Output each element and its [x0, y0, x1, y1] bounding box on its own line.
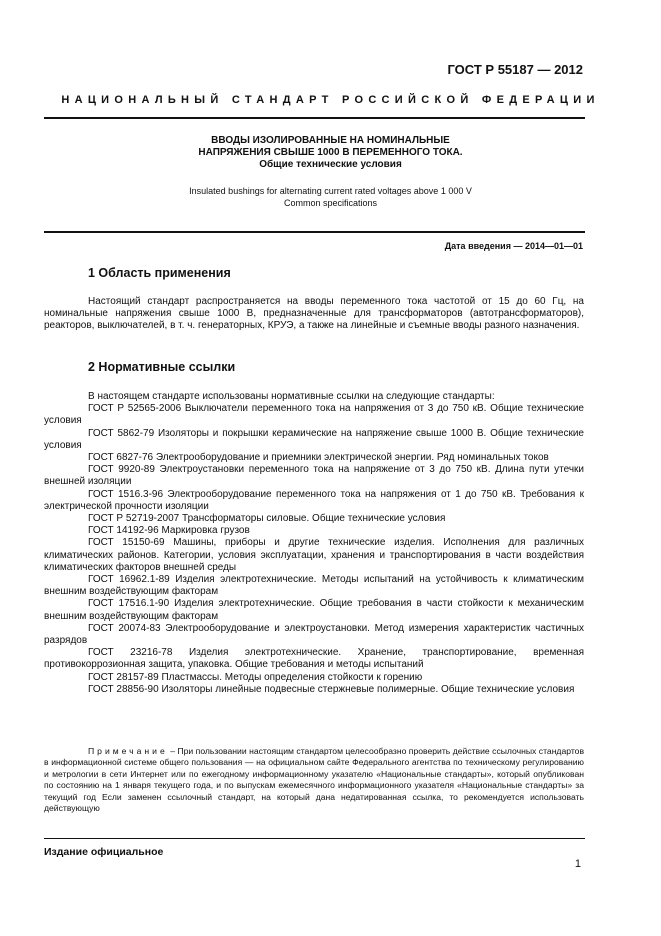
footer-divider — [44, 838, 585, 839]
section-1-text — [44, 296, 584, 333]
official-edition-label: Издание официальное — [44, 846, 164, 858]
title-subtitle: Общие технические условия — [259, 159, 402, 170]
section-1-heading: 1 Область применения — [88, 266, 231, 280]
section-2-body — [44, 391, 584, 696]
section-1-paragraph: Настоящий стандарт распространяется на вводы переменного тока частотой от 15 до 60 Гц, на номинальные напряжения свыше 1000 В, предназначенные для трансформаторов (автотрансформаторов), реакторов, выключателей, в т. ч. генераторных, КРУЭ, а также на линейные и съемные вводы разного назначения. — [44, 296, 584, 332]
reference-item: ГОСТ 15150-69 Машины, приборы и другие технические изделия. Исполнения для различных климатических районов. Категории, условия эксплуатации, хранения и транспортирования в части воздействия климатических факторов внешней среды — [44, 537, 584, 573]
title-divider — [44, 231, 585, 233]
reference-item: ГОСТ 20074-83 Электрооборудование и электроустановки. Метод измерения характеристик частичных разрядов — [44, 622, 584, 647]
reference-item: ГОСТ 17516.1-90 Изделия электротехнические. Общие требования в части стойкости к механическим внешним воздействующим факторам — [44, 598, 584, 622]
title-line-1: ВВОДЫ ИЗОЛИРОВАННЫЕ НА НОМИНАЛЬНЫЕ — [211, 135, 450, 146]
page-number: 1 — [574, 858, 581, 870]
reference-item: ГОСТ 28856-90 Изоляторы линейные подвесные стержневые полимерные. Общие технические условия — [88, 683, 575, 695]
section-2-heading: 2 Нормативные ссылки — [88, 360, 236, 374]
reference-item: ГОСТ 5862-79 Изоляторы и покрышки керамические на напряжение свыше 1000 В. Общие технические условия — [44, 427, 584, 451]
note-text: – При пользовании настоящим стандартом целесообразно проверить действие ссылочных стандартов в информационной системе общего пользования — на официальном сайте Федерального агентства по техническому регулированию и метрологии в сети Интернет или по ежегодному информационному указателю «Национальные стандарты», который опубликован по состоянию на 1 января текущего года, и по выпускам ежемесячного информационного указателя «Национальные стандарты» за текущий год Если заменен ссылочный стандарт, на который дана недатированная ссылка, то рекомендуется использовать действующую — [44, 746, 585, 814]
title-en-line-2: Common specifications — [283, 198, 378, 208]
note-label: Примечание — [88, 746, 168, 756]
reference-item: ГОСТ 28157-89 Пластмассы. Методы определения стойкости к горению — [88, 671, 423, 683]
reference-item: ГОСТ 16962.1-89 Изделия электротехнические. Методы испытаний на устойчивость к климатическим внешним воздействующим факторам — [44, 574, 584, 598]
reference-item: ГОСТ 6827-76 Электрооборудование и приемники электрической энергии. Ряд номинальных токов — [88, 452, 549, 464]
gost-number: ГОСТ Р 55187 — 2012 — [447, 62, 583, 77]
reference-item: ГОСТ 9920-89 Электроустановки переменного тока на напряжение от 3 до 750 кВ. Длина пути утечки внешней изоляции — [44, 464, 584, 488]
title-en-line-1: Insulated bushings for alternating current rated voltages above 1 000 V — [189, 186, 472, 196]
reference-item: ГОСТ 14192-96 Маркировка грузов — [88, 525, 250, 537]
title-line-2: НАПРЯЖЕНИЯ СВЫШЕ 1000 В ПЕРЕМЕННОГО ТОКА. — [198, 147, 463, 158]
reference-item: ГОСТ Р 52565-2006 Выключатели переменного тока на напряжения от 3 до 750 кВ. Общие технические условия — [44, 403, 584, 427]
reference-item: ГОСТ 23216-78 Изделия электротехнические. Хранение, транспортирование, временная противокоррозионная защита, упаковка. Общие требования и методы испытаний — [44, 647, 584, 671]
reference-item: ГОСТ Р 52719-2007 Трансформаторы силовые. Общие технические условия — [88, 513, 446, 525]
references-intro: В настоящем стандарте использованы нормативные ссылки на следующие стандарты: — [88, 391, 495, 402]
references-note — [44, 746, 584, 814]
introduction-date: Дата введения — 2014—01—01 — [444, 241, 583, 251]
national-standard-banner: НАЦИОНАЛЬНЫЙ СТАНДАРТ РОССИЙСКОЙ ФЕДЕРАЦИИ — [61, 94, 600, 106]
reference-item: ГОСТ 1516.3-96 Электрооборудование переменного тока на напряжения от 1 до 750 кВ. Требования к электрической прочности изоляции — [44, 488, 584, 512]
top-divider — [44, 117, 585, 119]
